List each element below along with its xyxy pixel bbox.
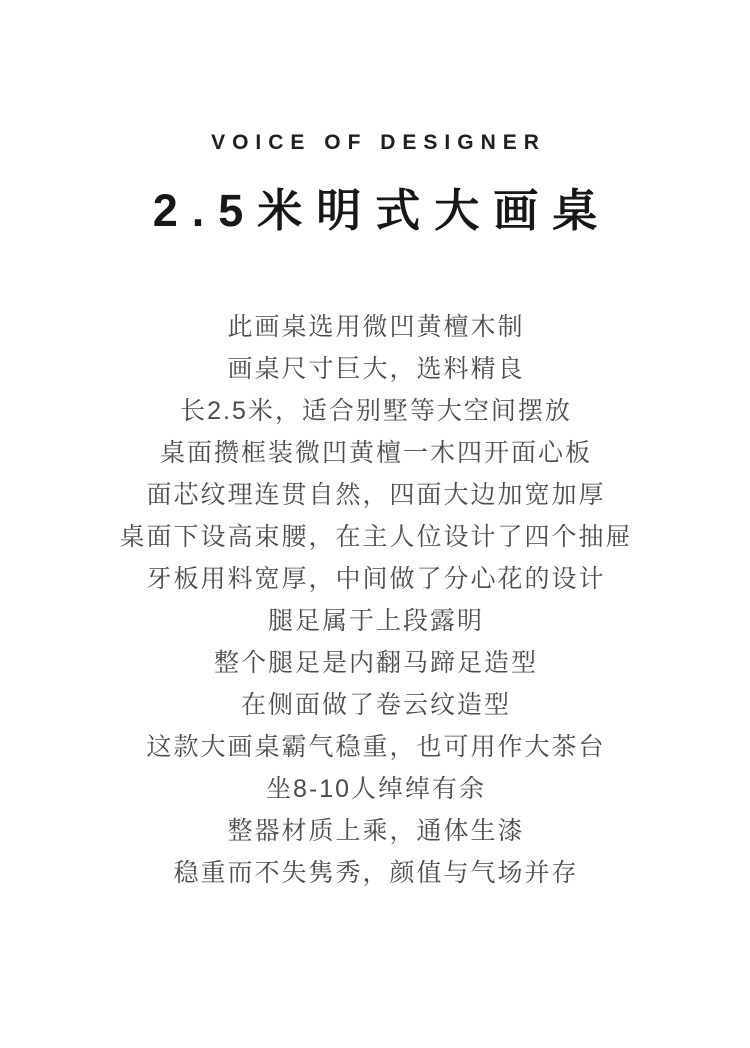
description-line: 长2.5米，适合别墅等大空间摆放 — [180, 397, 572, 425]
header — [0, 0, 750, 237]
description-line: 画桌尺寸巨大，选料精良 — [227, 355, 525, 383]
description-line: 桌面攒框装微凹黄檀一木四开面心板 — [159, 439, 592, 467]
description-line: 面芯纹理连贯自然，四面大边加宽加厚 — [146, 481, 606, 509]
description-line: 稳重而不失隽秀，颜值与气场并存 — [173, 859, 579, 887]
eyebrow-text: VOICE OF DESIGNER — [211, 131, 546, 154]
description-block — [0, 306, 750, 894]
description-line: 牙板用料宽厚，中间做了分心花的设计 — [146, 565, 606, 593]
description-line: 在侧面做了卷云纹造型 — [240, 691, 511, 719]
description-line: 桌面下设高束腰，在主人位设计了四个抽屉 — [119, 523, 633, 551]
description-line: 腿足属于上段露明 — [267, 607, 484, 635]
page-title: 2.5米明式大画桌 — [152, 185, 612, 236]
description-line: 坐8-10人绰绰有余 — [265, 775, 487, 803]
description-line: 此画桌选用微凹黄檀木制 — [227, 313, 525, 341]
description-line: 整器材质上乘，通体生漆 — [227, 817, 525, 845]
description-line: 整个腿足是内翻马蹄足造型 — [213, 649, 538, 677]
description-line: 这款大画桌霸气稳重，也可用作大茶台 — [146, 733, 606, 761]
